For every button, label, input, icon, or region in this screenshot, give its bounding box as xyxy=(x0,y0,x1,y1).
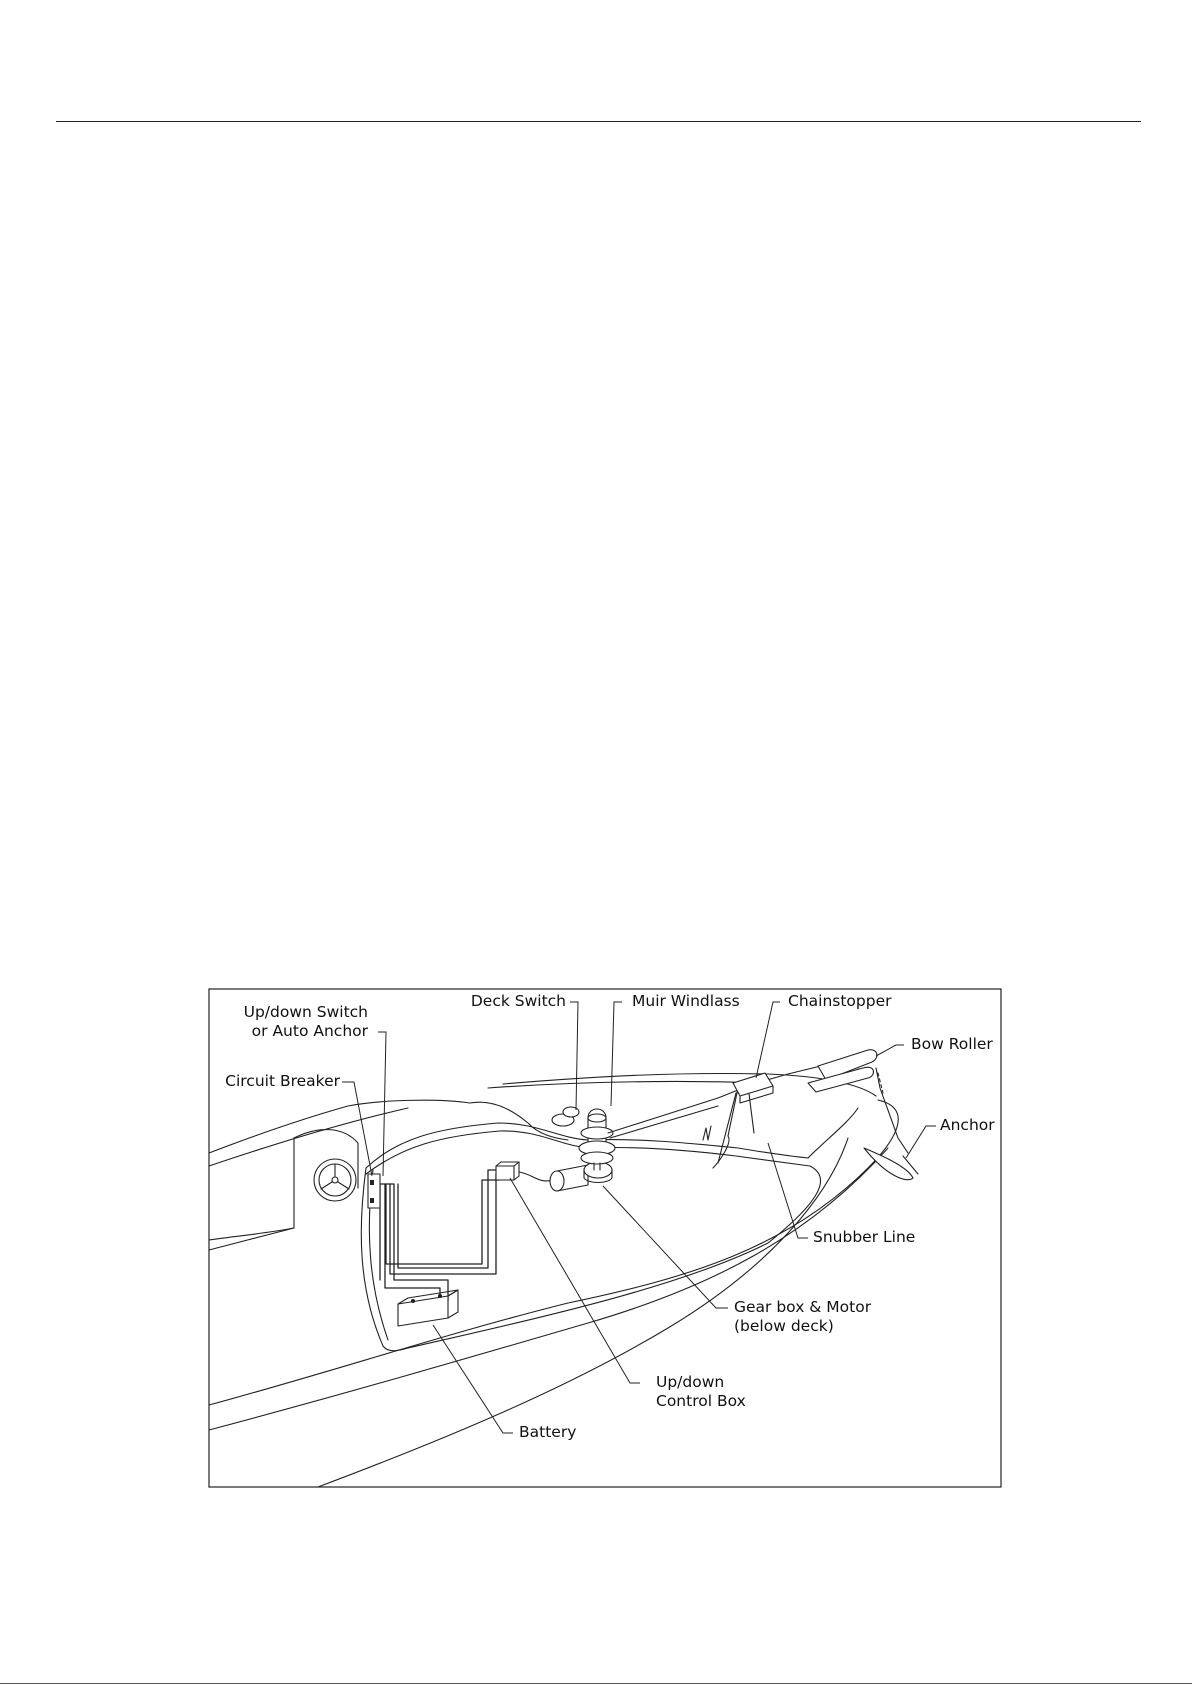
label-updown-switch-line2: or Auto Anchor xyxy=(251,1022,368,1040)
label-control-box-line1: Up/down xyxy=(656,1373,725,1391)
footer-rule xyxy=(0,1683,1192,1684)
switch-indicator xyxy=(370,1198,374,1203)
label-chainstopper: Chainstopper xyxy=(788,992,892,1010)
circuit-breaker-indicator xyxy=(370,1180,374,1185)
label-updown-switch-line1: Up/down Switch xyxy=(243,1003,368,1021)
label-control-box-line2: Control Box xyxy=(656,1392,746,1410)
label-muir-windlass: Muir Windlass xyxy=(632,992,740,1010)
label-anchor: Anchor xyxy=(940,1116,995,1134)
label-snubber-line: Snubber Line xyxy=(813,1228,916,1246)
label-deck-switch: Deck Switch xyxy=(470,992,566,1010)
label-gearbox-line2: (below deck) xyxy=(734,1317,834,1335)
windlass-installation-diagram xyxy=(208,988,1002,1488)
label-battery: Battery xyxy=(519,1423,577,1441)
header-rule xyxy=(56,121,1141,122)
label-circuit-breaker: Circuit Breaker xyxy=(225,1072,340,1090)
label-gearbox-line1: Gear box & Motor xyxy=(734,1298,872,1316)
label-bow-roller: Bow Roller xyxy=(911,1035,993,1053)
diagram-canvas xyxy=(208,988,1002,1488)
